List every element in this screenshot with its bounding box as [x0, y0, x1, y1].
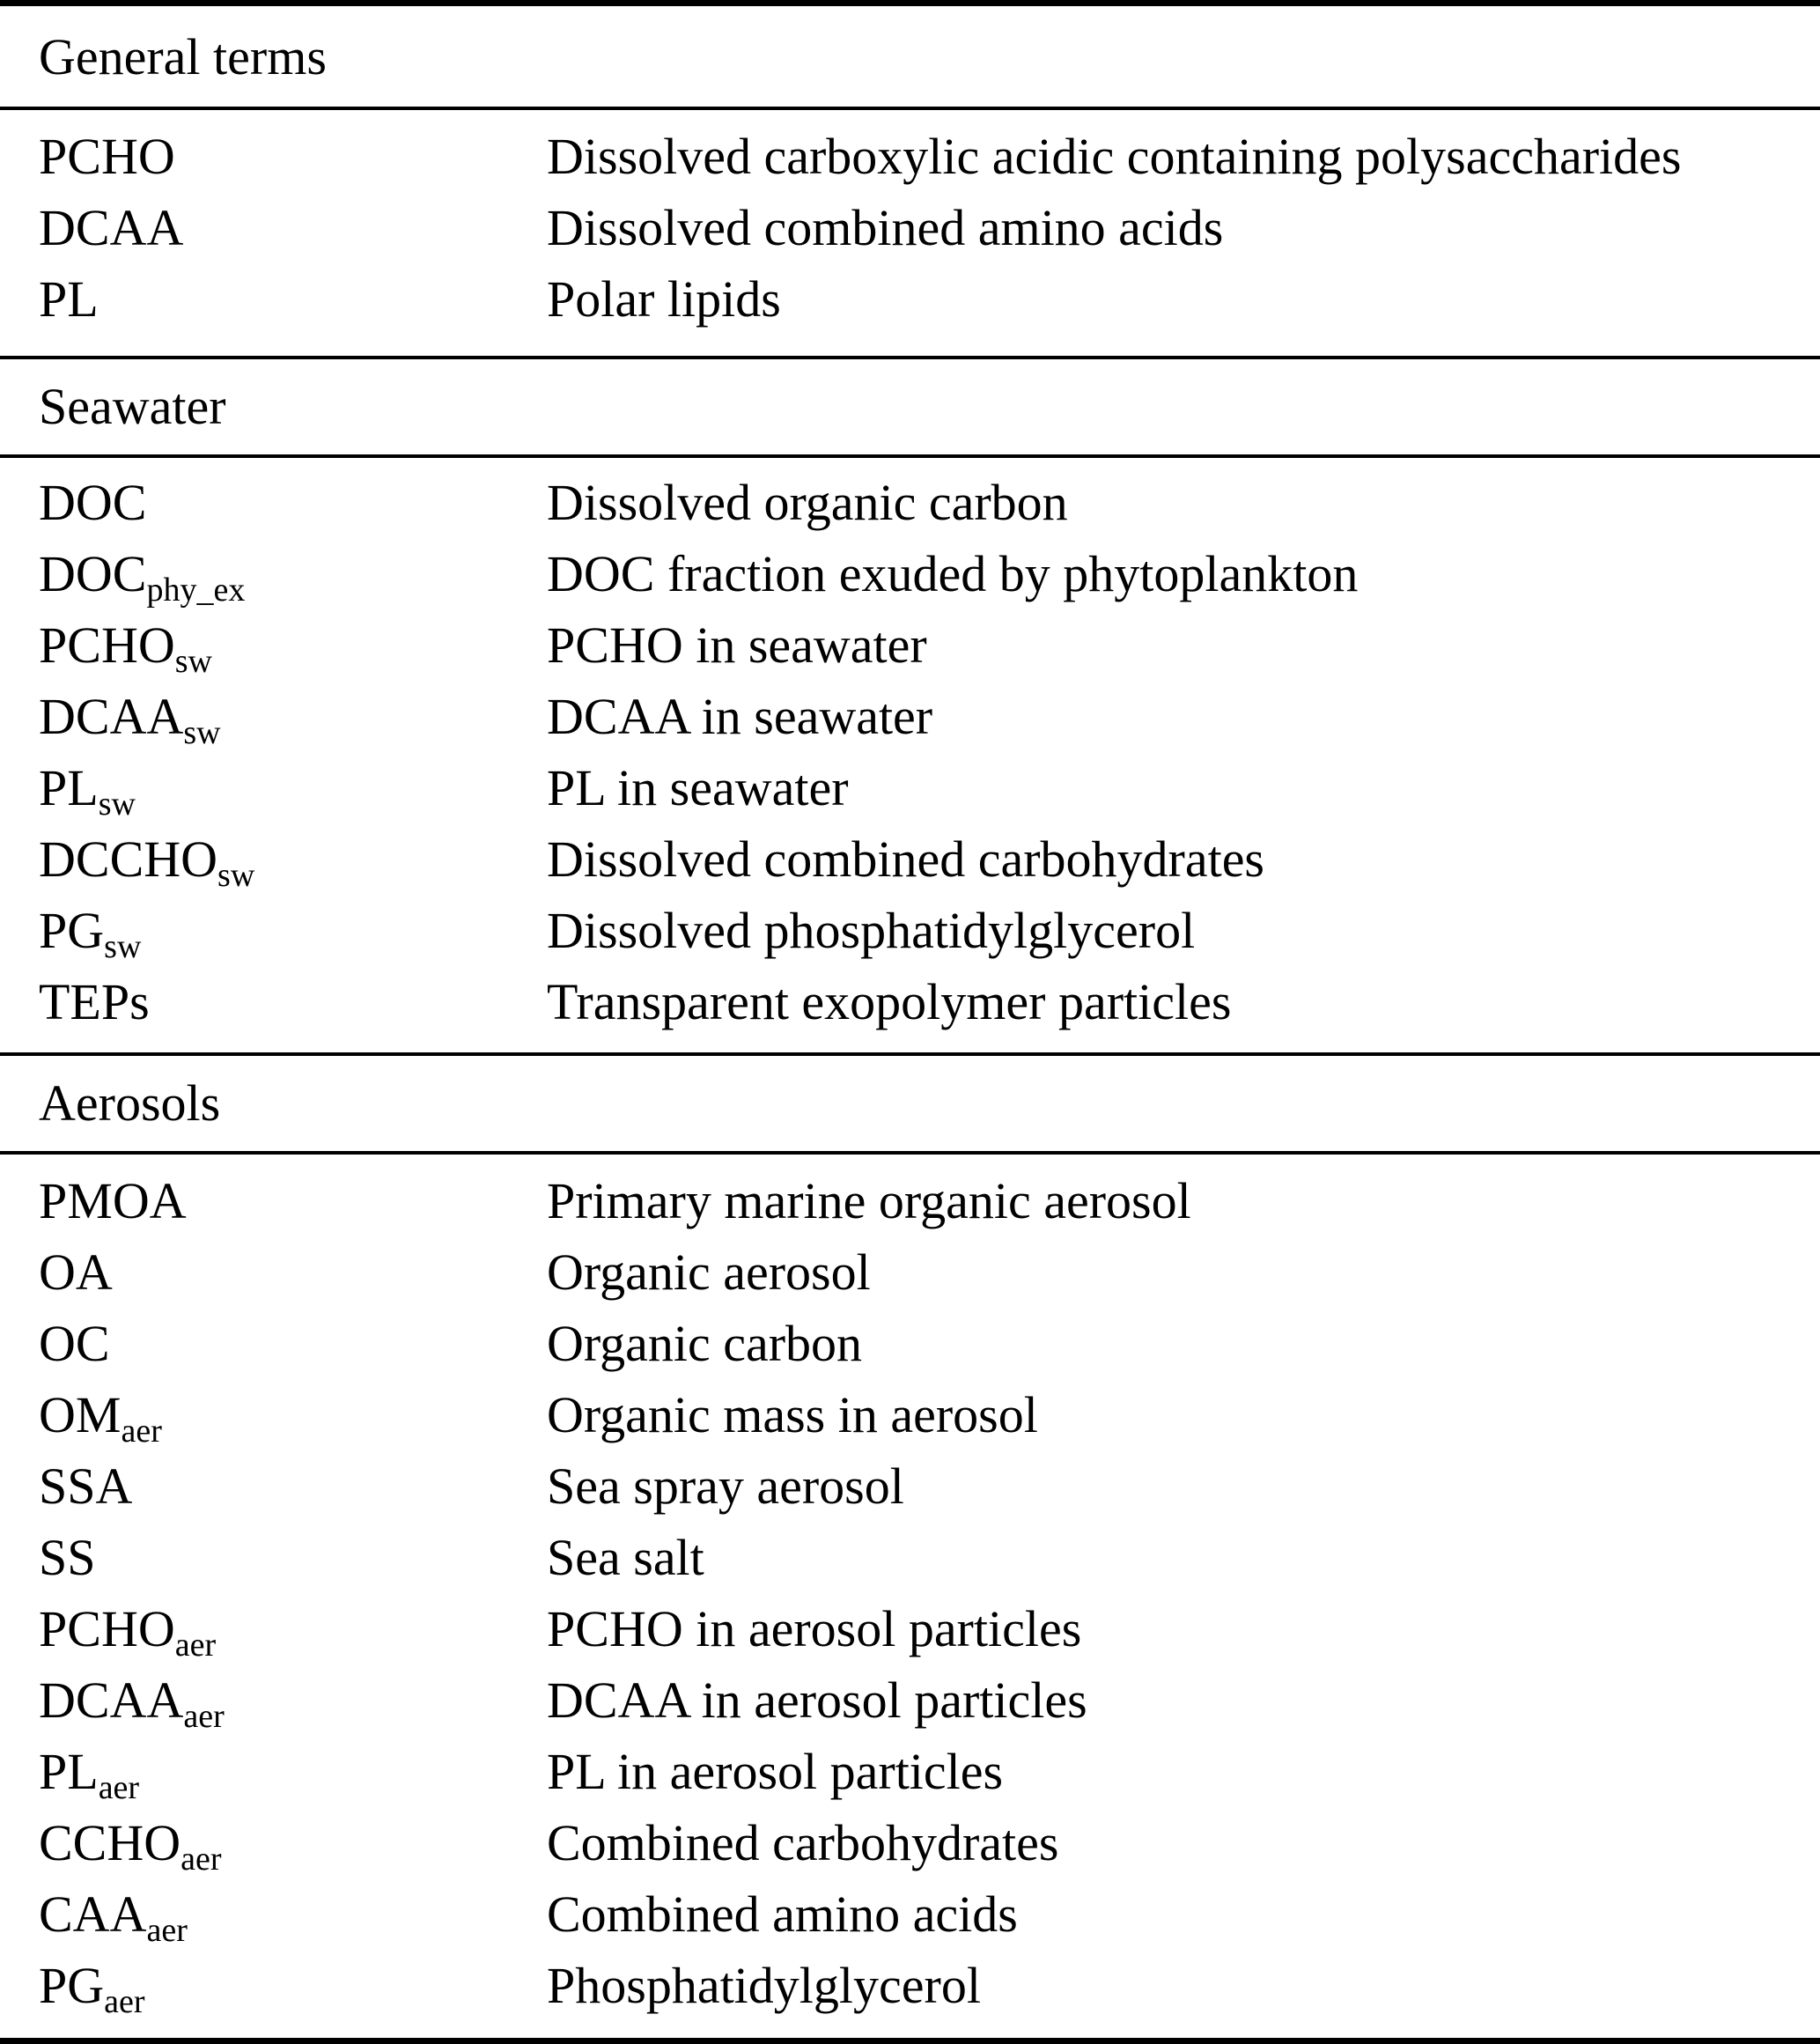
abbr-cell [0, 1668, 547, 1739]
abbr-base: CCHO [39, 1814, 181, 1871]
abbr-subscript: phy_ex [146, 571, 246, 609]
description-cell: Organic carbon [547, 1315, 863, 1372]
table-row [0, 1240, 1820, 1311]
abbr-cell [0, 470, 547, 542]
abbr-base: PL [39, 759, 99, 816]
description-cell: Dissolved combined carbohydrates [547, 830, 1265, 888]
abbr-base: OC [39, 1315, 110, 1372]
table-top-rule [0, 0, 1820, 6]
table-row [0, 1668, 1820, 1739]
abbr-cell [0, 898, 547, 970]
abbr-cell [0, 196, 547, 267]
description-cell: DOC fraction exuded by phytoplankton [547, 545, 1359, 602]
abbr-subscript: aer [181, 1840, 222, 1878]
abbr-cell [0, 613, 547, 684]
table-row [0, 1169, 1820, 1240]
abbr-subscript: sw [98, 785, 136, 823]
abbr-base: PCHO [39, 1600, 175, 1657]
abbr-cell [0, 1383, 547, 1454]
abbr-cell [0, 1597, 547, 1668]
section-header-aerosols: Aerosols [39, 1074, 221, 1132]
table-row [0, 827, 1820, 898]
abbr-cell [0, 1169, 547, 1240]
abbr-cell [0, 1953, 547, 2025]
abbr-base: DCAA [39, 1671, 184, 1729]
abbr-base: PCHO [39, 616, 175, 674]
abbr-cell [0, 827, 547, 898]
description-cell: Organic mass in aerosol [547, 1386, 1038, 1443]
abbr-cell [0, 1882, 547, 1953]
description-cell: PCHO in seawater [547, 616, 927, 674]
abbr-subscript: aer [174, 1626, 217, 1664]
table-bottom-rule [0, 2038, 1820, 2044]
description-cell: DCAA in seawater [547, 688, 933, 745]
table-row [0, 1525, 1820, 1597]
table-row [0, 267, 1820, 338]
abbr-cell [0, 542, 547, 613]
description-cell: Transparent exopolymer particles [547, 973, 1232, 1030]
abbr-cell [0, 1454, 547, 1525]
table-row [0, 1953, 1820, 2025]
abbr-subscript: sw [174, 642, 212, 680]
abbr-base: DOC [39, 474, 147, 531]
description-cell: Dissolved organic carbon [547, 474, 1068, 531]
description-cell: PL in aerosol particles [547, 1743, 1004, 1800]
description-cell: Phosphatidylglycerol [547, 1957, 981, 2014]
abbr-cell [0, 1811, 547, 1882]
abbr-cell [0, 1311, 547, 1383]
abbr-base: PL [39, 270, 99, 328]
abbr-base: DOC [39, 545, 147, 602]
table-row [0, 970, 1820, 1041]
section-header-general-terms: General terms [39, 28, 327, 85]
description-cell: DCAA in aerosol particles [547, 1671, 1087, 1729]
description-cell: Polar lipids [547, 270, 781, 328]
section-rows-seawater [0, 458, 1820, 1052]
abbr-base: OM [39, 1386, 122, 1443]
abbr-cell [0, 1240, 547, 1311]
table-row [0, 1383, 1820, 1454]
description-cell: PCHO in aerosol particles [547, 1600, 1082, 1657]
abbr-base: PMOA [39, 1172, 187, 1229]
abbr-subscript: aer [146, 1911, 188, 1949]
abbr-cell [0, 756, 547, 827]
description-cell: Dissolved phosphatidylglycerol [547, 902, 1196, 959]
table-row [0, 196, 1820, 267]
table-row [0, 542, 1820, 613]
abbr-base: CAA [39, 1885, 147, 1943]
abbr-cell [0, 1525, 547, 1597]
description-cell: PL in seawater [547, 759, 849, 816]
abbr-base: DCAA [39, 688, 184, 745]
abbr-cell [0, 970, 547, 1041]
abbr-base: PG [39, 902, 105, 959]
abbr-subscript: aer [121, 1412, 162, 1450]
table-row [0, 1311, 1820, 1383]
abbr-cell [0, 684, 547, 756]
abbr-subscript: aer [183, 1697, 225, 1735]
abbr-base: SS [39, 1529, 96, 1586]
description-cell: Combined carbohydrates [547, 1814, 1059, 1871]
abbr-cell [0, 267, 547, 338]
table-row [0, 684, 1820, 756]
description-cell: Organic aerosol [547, 1243, 871, 1301]
abbr-base: DCCHO [39, 830, 218, 888]
abbr-subscript: aer [104, 1982, 145, 2020]
abbr-base: DCAA [39, 199, 184, 256]
table-row [0, 470, 1820, 542]
table-row [0, 1739, 1820, 1811]
abbr-base: TEPs [39, 973, 150, 1030]
table-row [0, 898, 1820, 970]
description-cell: Dissolved combined amino acids [547, 199, 1224, 256]
table-row [0, 1882, 1820, 1953]
abbr-base: PCHO [39, 128, 175, 185]
abbr-subscript: sw [217, 856, 255, 894]
abbr-base: OA [39, 1243, 113, 1301]
description-cell: Sea spray aerosol [547, 1457, 904, 1515]
description-cell: Combined amino acids [547, 1885, 1018, 1943]
table-row [0, 1454, 1820, 1525]
abbr-base: SSA [39, 1457, 133, 1515]
table-row [0, 124, 1820, 196]
table-row [0, 756, 1820, 827]
abbr-subscript: sw [104, 927, 142, 965]
description-cell: Sea salt [547, 1529, 704, 1586]
abbr-base: PL [39, 1743, 99, 1800]
abbr-cell [0, 124, 547, 196]
section-rows-aerosols [0, 1155, 1820, 2038]
abbr-cell [0, 1739, 547, 1811]
abbr-subscript: sw [183, 713, 221, 751]
abbr-subscript: aer [98, 1768, 140, 1806]
table-row [0, 1597, 1820, 1668]
table-row [0, 613, 1820, 684]
abbr-base: PG [39, 1957, 105, 2014]
section-rows-general-terms [0, 110, 1820, 356]
table-row [0, 1811, 1820, 1882]
description-cell: Primary marine organic aerosol [547, 1172, 1191, 1229]
description-cell: Dissolved carboxylic acidic containing polysaccharides [547, 128, 1682, 185]
section-header-seawater: Seawater [39, 378, 226, 435]
